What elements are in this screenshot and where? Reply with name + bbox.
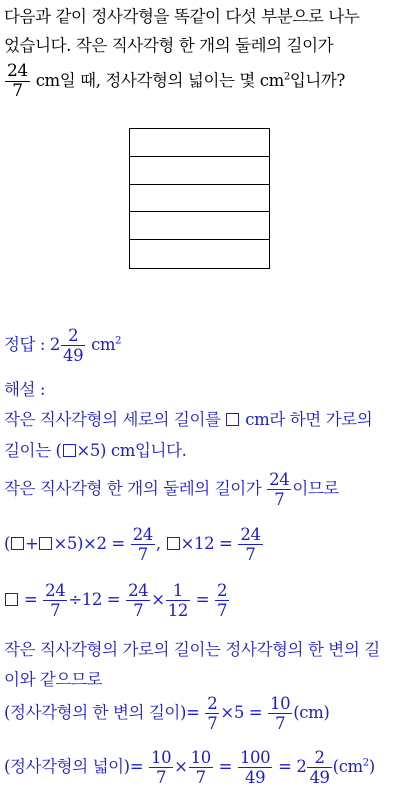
unknown-box	[11, 537, 24, 550]
question-line-3: $\frac{24}{7}$ cm일 때, 정사각형의 넓이는 몇 $cm^2$입니까?	[7, 61, 345, 101]
answer-fraction: $\frac{2}{49}$	[63, 326, 84, 365]
unknown-box	[5, 593, 18, 606]
equation-4: (정사각형의 넓이)= $\frac{10}{7}$ × $\frac{10}{7}$ = $\frac{100}{49}$ = 2 $\frac{2}{49}$ $(cm^2)$	[4, 748, 375, 787]
fraction: $\frac{24}{7}$	[240, 525, 261, 564]
unknown-box	[63, 444, 76, 457]
fraction: $\frac{10}{7}$	[150, 748, 172, 787]
equation-2: = $\frac{24}{7}$ ÷12 = $\frac{24}{7}$ × $\frac{1}{12}$ = $\frac{2}{7}$	[4, 581, 230, 620]
question-text	[4, 2, 396, 60]
fraction: $\frac{1}{12}$	[167, 581, 188, 620]
strip-rectangle	[130, 240, 269, 268]
fraction: $\frac{24}{7}$	[128, 581, 149, 620]
explanation-p3-line2: 이와 같으므로	[4, 670, 103, 689]
unknown-box	[167, 537, 180, 550]
explanation-p3-line1: 작은 직사각형의 가로의 길이는 정사각형의 한 변의 길	[4, 640, 380, 659]
explanation-p1-line1: 작은 직사각형의 세로의 길이를 cm라 하면 가로의	[4, 410, 373, 429]
question-line-2: 었습니다. 작은 직사각형 한 개의 둘레의 길이가	[4, 36, 334, 55]
explanation-p2: 작은 직사각형 한 개의 둘레의 길이가 $\frac{24}{7}$ 이므로	[4, 470, 339, 509]
fraction: $\frac{24}{7}$	[132, 525, 153, 564]
unknown-box	[39, 537, 52, 550]
fraction: $\frac{2}{7}$	[207, 694, 218, 733]
fraction: $\frac{10}{7}$	[270, 694, 291, 733]
explanation-p1-line2: 길이는 ( ×5) cm입니다.	[4, 441, 187, 460]
fraction: $\frac{100}{49}$	[239, 748, 271, 787]
strip-rectangle	[130, 157, 269, 185]
unknown-box	[226, 413, 239, 426]
question-line-1: 다음과 같이 정사각형을 똑같이 다섯 부분으로 나누	[4, 7, 360, 26]
explanation-label: 해설 :	[4, 380, 46, 399]
equation-1: ( + ×5)×2 = $\frac{24}{7}$ , ×12 = $\frac{24}{7}$	[4, 525, 261, 564]
strip-rectangle	[130, 185, 269, 213]
fraction: $\frac{2}{7}$	[217, 581, 228, 620]
strip-rectangle	[130, 129, 269, 157]
perimeter-fraction: $\frac{24}{7}$	[7, 61, 28, 101]
fraction: $\frac{24}{7}$	[269, 470, 290, 509]
fraction: $\frac{10}{7}$	[190, 748, 211, 787]
fraction: $\frac{24}{7}$	[45, 581, 66, 620]
equation-3: (정사각형의 한 변의 길이)= $\frac{2}{7}$ ×5 = $\frac{10}{7}$ (cm)	[4, 694, 330, 733]
fraction: $\frac{2}{49}$	[309, 748, 330, 787]
answer-line: 정답 : 2 $\frac{2}{49}$ $cm^2$	[4, 326, 122, 365]
strip-rectangle	[130, 212, 269, 240]
square-figure	[129, 128, 270, 269]
